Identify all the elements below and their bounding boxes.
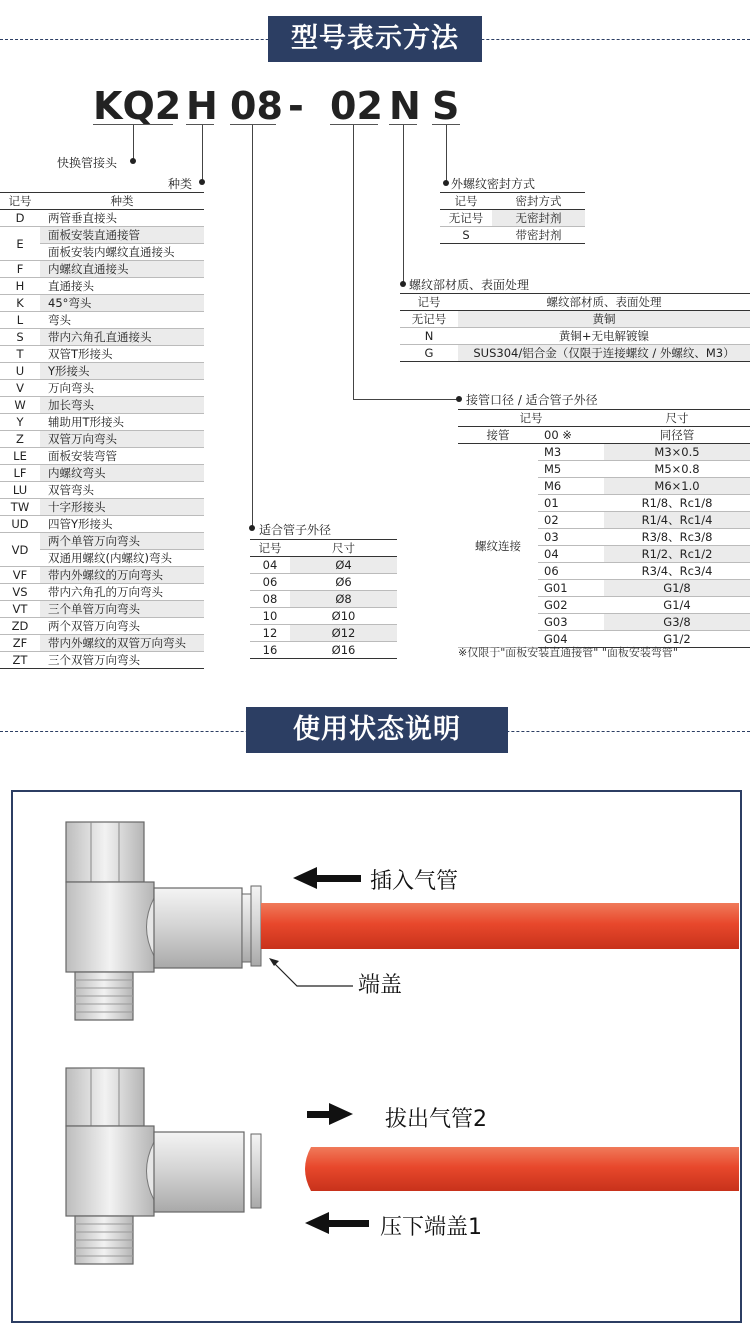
section-title-model: 型号表示方法 bbox=[268, 16, 482, 62]
material-code: N bbox=[400, 328, 458, 345]
port-size: R3/8、Rc3/8 bbox=[604, 529, 750, 546]
tube-size: Ø8 bbox=[290, 591, 397, 608]
type-name: 面板安装内螺纹直通接头 bbox=[40, 244, 204, 261]
type-code: H bbox=[0, 278, 40, 295]
leader-port bbox=[353, 125, 354, 399]
type-code: S bbox=[0, 329, 40, 346]
fitting-top bbox=[66, 822, 739, 1020]
port-size: R3/4、Rc3/4 bbox=[604, 563, 750, 580]
type-code: ZT bbox=[0, 652, 40, 669]
type-code: LF bbox=[0, 465, 40, 482]
type-code: LU bbox=[0, 482, 40, 499]
underline-type bbox=[186, 124, 214, 125]
seal-code: 无记号 bbox=[440, 210, 492, 227]
type-name: 面板安装直通接管 bbox=[40, 227, 204, 244]
type-code: VF bbox=[0, 567, 40, 584]
type-name: 四管Y形接头 bbox=[40, 516, 204, 533]
port-code: 03 bbox=[538, 529, 604, 546]
port-size: M6×1.0 bbox=[604, 478, 750, 495]
table-row bbox=[250, 642, 397, 659]
leader-dot bbox=[456, 396, 462, 402]
type-code: UD bbox=[0, 516, 40, 533]
port-table bbox=[458, 409, 750, 648]
table-row bbox=[0, 516, 204, 533]
port-code: 04 bbox=[538, 546, 604, 563]
port-tube-code: 00 ※ bbox=[538, 427, 604, 444]
tube-size: Ø6 bbox=[290, 574, 397, 591]
underline-tube bbox=[230, 124, 276, 125]
seal-code: S bbox=[440, 227, 492, 244]
type-name: 辅助用T形接头 bbox=[40, 414, 204, 431]
leader-tube bbox=[252, 125, 253, 528]
port-code: M5 bbox=[538, 461, 604, 478]
table-row bbox=[250, 608, 397, 625]
code-type: H bbox=[186, 84, 218, 128]
col-header-type: 种类 bbox=[40, 193, 204, 210]
type-code: T bbox=[0, 346, 40, 363]
leader-port-h bbox=[353, 399, 458, 400]
col-header-seal: 密封方式 bbox=[492, 193, 585, 210]
tube-size: Ø10 bbox=[290, 608, 397, 625]
table-row bbox=[0, 601, 204, 618]
cap-leader bbox=[273, 962, 353, 986]
type-code: E bbox=[0, 227, 40, 261]
seal-method: 带密封剂 bbox=[492, 227, 585, 244]
tube-code: 10 bbox=[250, 608, 290, 625]
leader-dot bbox=[400, 281, 406, 287]
type-name: 十字形接头 bbox=[40, 499, 204, 516]
type-name: 加长弯头 bbox=[40, 397, 204, 414]
table-row bbox=[400, 345, 750, 362]
type-code: VD bbox=[0, 533, 40, 567]
leader-material bbox=[403, 125, 404, 284]
table-row bbox=[250, 591, 397, 608]
table-row bbox=[250, 557, 397, 574]
table-row bbox=[0, 618, 204, 635]
type-name: 双管弯头 bbox=[40, 482, 204, 499]
table-row bbox=[0, 465, 204, 482]
arrow-pull-icon bbox=[307, 1103, 353, 1125]
port-tube-size: 同径管 bbox=[604, 427, 750, 444]
type-code: F bbox=[0, 261, 40, 278]
tube-size: Ø12 bbox=[290, 625, 397, 642]
table-row bbox=[0, 380, 204, 397]
port-code: G01 bbox=[538, 580, 604, 597]
tube-size: Ø16 bbox=[290, 642, 397, 659]
table-row bbox=[400, 328, 750, 345]
type-code: ZF bbox=[0, 635, 40, 652]
table-row bbox=[0, 533, 204, 550]
type-code: V bbox=[0, 380, 40, 397]
type-code: VT bbox=[0, 601, 40, 618]
type-name: 双管万向弯头 bbox=[40, 431, 204, 448]
col-header-code: 记号 bbox=[440, 193, 492, 210]
col-header-size: 尺寸 bbox=[290, 540, 397, 557]
code-series: KQ2 bbox=[93, 84, 182, 128]
arrow-insert-icon bbox=[293, 867, 361, 889]
table-row bbox=[0, 397, 204, 414]
type-name: Y形接头 bbox=[40, 363, 204, 380]
underline-port bbox=[330, 124, 378, 125]
type-table bbox=[0, 192, 204, 669]
port-size: R1/2、Rc1/2 bbox=[604, 546, 750, 563]
type-code: Z bbox=[0, 431, 40, 448]
type-name: 两个单管万向弯头 bbox=[40, 533, 204, 550]
code-tube: 08 bbox=[230, 84, 283, 128]
arrow-press-icon bbox=[305, 1212, 369, 1234]
table-row bbox=[440, 210, 585, 227]
leader-dot bbox=[249, 525, 255, 531]
port-tube-label: 接管 bbox=[458, 427, 538, 444]
seal-method: 无密封剂 bbox=[492, 210, 585, 227]
type-name: 万向弯头 bbox=[40, 380, 204, 397]
table-row bbox=[0, 295, 204, 312]
type-name: 带内六角孔直通接头 bbox=[40, 329, 204, 346]
table-row bbox=[440, 227, 585, 244]
type-name: 三个单管万向弯头 bbox=[40, 601, 204, 618]
label-fitting: 快换管接头 bbox=[57, 156, 118, 170]
type-name: 内螺纹直通接头 bbox=[40, 261, 204, 278]
type-code: L bbox=[0, 312, 40, 329]
port-size: G1/2 bbox=[604, 631, 750, 648]
type-name: 两个双管万向弯头 bbox=[40, 618, 204, 635]
tube-code: 04 bbox=[250, 557, 290, 574]
type-name: 直通接头 bbox=[40, 278, 204, 295]
port-size: G3/8 bbox=[604, 614, 750, 631]
table-row bbox=[0, 652, 204, 669]
type-name: 弯头 bbox=[40, 312, 204, 329]
port-size: M3×0.5 bbox=[604, 444, 750, 461]
table-row bbox=[250, 625, 397, 642]
material-code: G bbox=[400, 345, 458, 362]
code-port: 02 bbox=[330, 84, 383, 128]
port-code: 06 bbox=[538, 563, 604, 580]
type-name: 面板安装弯管 bbox=[40, 448, 204, 465]
type-name: 双管T形接头 bbox=[40, 346, 204, 363]
seal-table bbox=[440, 192, 585, 244]
table-row bbox=[458, 444, 750, 461]
label-port: 接管口径 / 适合管子外径 bbox=[466, 393, 598, 407]
table-row bbox=[0, 448, 204, 465]
label-pull-tube: 拔出气管2 bbox=[385, 1107, 487, 1132]
port-size: R1/8、Rc1/8 bbox=[604, 495, 750, 512]
col-header-code: 记号 bbox=[458, 410, 604, 427]
type-name: 带内六角孔的万向弯头 bbox=[40, 584, 204, 601]
label-insert-tube: 插入气管 bbox=[370, 869, 459, 894]
port-code: 02 bbox=[538, 512, 604, 529]
type-code: TW bbox=[0, 499, 40, 516]
table-row bbox=[0, 482, 204, 499]
label-tube-od: 适合管子外径 bbox=[259, 523, 332, 537]
label-material: 螺纹部材质、表面处理 bbox=[409, 278, 530, 292]
type-name: 内螺纹弯头 bbox=[40, 465, 204, 482]
port-thread-group: 螺纹连接 bbox=[458, 444, 538, 648]
table-row bbox=[0, 227, 204, 244]
table-row bbox=[0, 346, 204, 363]
type-code: LE bbox=[0, 448, 40, 465]
table-row bbox=[0, 363, 204, 380]
table-row bbox=[250, 574, 397, 591]
type-code: ZD bbox=[0, 618, 40, 635]
port-code: M6 bbox=[538, 478, 604, 495]
port-code: G03 bbox=[538, 614, 604, 631]
table-row bbox=[0, 210, 204, 227]
col-header-code: 记号 bbox=[250, 540, 290, 557]
type-name: 两管垂直接头 bbox=[40, 210, 204, 227]
port-code: 01 bbox=[538, 495, 604, 512]
table-row bbox=[0, 278, 204, 295]
table-row bbox=[0, 312, 204, 329]
type-code: K bbox=[0, 295, 40, 312]
tube-code: 16 bbox=[250, 642, 290, 659]
table-row bbox=[0, 261, 204, 278]
port-size: R1/4、Rc1/4 bbox=[604, 512, 750, 529]
material-desc: 黄铜+无电解镀镍 bbox=[458, 328, 750, 345]
table-row bbox=[400, 311, 750, 328]
table-row bbox=[0, 499, 204, 516]
type-name: 带内外螺纹的万向弯头 bbox=[40, 567, 204, 584]
leader-dot bbox=[199, 179, 205, 185]
col-header-code: 记号 bbox=[400, 294, 458, 311]
label-seal: 外螺纹密封方式 bbox=[451, 177, 536, 191]
port-code: G02 bbox=[538, 597, 604, 614]
port-code: G04 bbox=[538, 631, 604, 648]
code-seal: S bbox=[432, 84, 460, 128]
leader-type bbox=[202, 125, 203, 182]
table-row bbox=[0, 431, 204, 448]
type-code: Y bbox=[0, 414, 40, 431]
tube-size: Ø4 bbox=[290, 557, 397, 574]
port-size: G1/8 bbox=[604, 580, 750, 597]
table-row bbox=[0, 567, 204, 584]
label-press-cap: 压下端盖1 bbox=[380, 1215, 482, 1240]
table-row bbox=[0, 635, 204, 652]
type-name: 45°弯头 bbox=[40, 295, 204, 312]
tube-code: 06 bbox=[250, 574, 290, 591]
tube-od-table bbox=[250, 539, 397, 659]
leader-dot bbox=[130, 158, 136, 164]
table-row bbox=[0, 584, 204, 601]
material-code: 无记号 bbox=[400, 311, 458, 328]
port-note: ※仅限于"面板安装直通接管" "面板安装弯管" bbox=[458, 646, 678, 659]
material-desc: 黄铜 bbox=[458, 311, 750, 328]
col-header-code: 记号 bbox=[0, 193, 40, 210]
material-desc: SUS304/铝合金（仅限于连接螺纹 / 外螺纹、M3） bbox=[458, 345, 750, 362]
table-row bbox=[0, 414, 204, 431]
type-name: 双通用螺纹(内螺纹)弯头 bbox=[40, 550, 204, 567]
tube-code: 08 bbox=[250, 591, 290, 608]
type-code: D bbox=[0, 210, 40, 227]
section-title-usage: 使用状态说明 bbox=[246, 707, 508, 753]
table-row bbox=[0, 329, 204, 346]
material-table bbox=[400, 293, 750, 362]
tube-code: 12 bbox=[250, 625, 290, 642]
port-code: M3 bbox=[538, 444, 604, 461]
type-code: U bbox=[0, 363, 40, 380]
port-size: M5×0.8 bbox=[604, 461, 750, 478]
col-header-size: 尺寸 bbox=[604, 410, 750, 427]
type-code: W bbox=[0, 397, 40, 414]
leader-dot bbox=[443, 180, 449, 186]
code-dash: - bbox=[288, 84, 304, 128]
code-material: N bbox=[389, 84, 421, 128]
type-name: 带内外螺纹的双管万向弯头 bbox=[40, 635, 204, 652]
port-size: G1/4 bbox=[604, 597, 750, 614]
leader-seal bbox=[446, 125, 447, 183]
label-end-cap: 端盖 bbox=[358, 973, 403, 998]
col-header-material: 螺纹部材质、表面处理 bbox=[458, 294, 750, 311]
leader-series bbox=[133, 125, 134, 161]
type-name: 三个双管万向弯头 bbox=[40, 652, 204, 669]
type-code: VS bbox=[0, 584, 40, 601]
label-type: 种类 bbox=[168, 177, 193, 191]
